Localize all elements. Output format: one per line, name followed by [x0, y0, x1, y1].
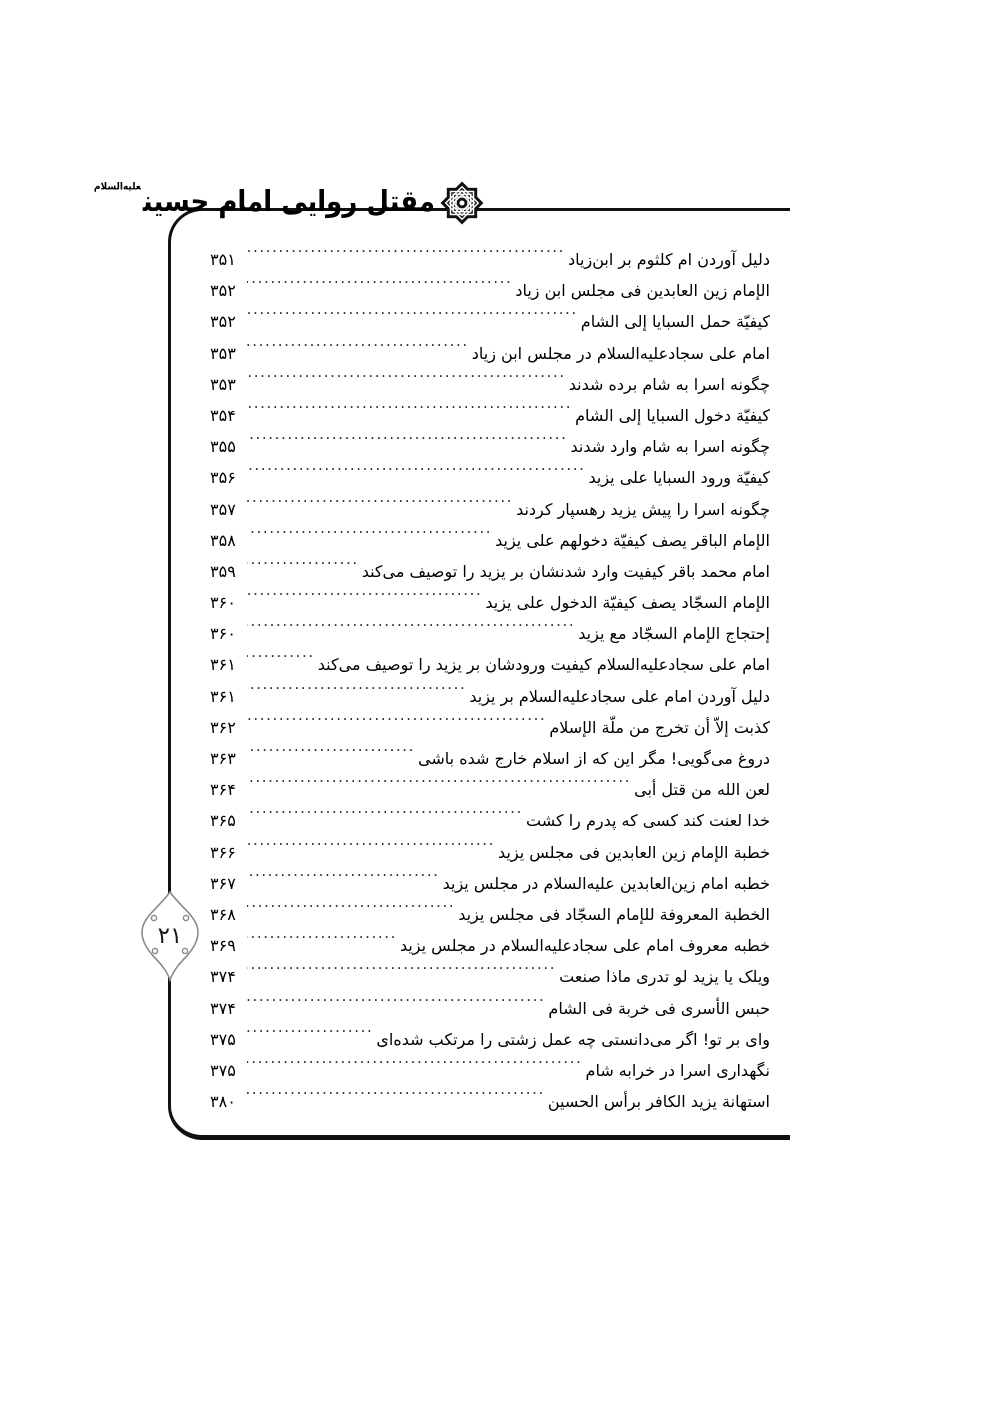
toc-dot-leader — [247, 312, 578, 328]
toc-entry-title: کیفیّة ورود السبایا علی یزید — [588, 468, 770, 488]
toc-entry[interactable] — [210, 774, 770, 805]
toc-entry-page-number: ۳۵۵ — [210, 437, 236, 457]
toc-entry[interactable] — [210, 400, 770, 431]
toc-dot-leader — [247, 749, 415, 765]
toc-entry-page-number: ۳۶۰ — [210, 593, 236, 613]
running-head-title — [93, 182, 435, 219]
toc-entry-page-number: ۳۸۰ — [210, 1092, 236, 1112]
toc-dot-leader — [247, 437, 568, 453]
toc-dot-leader — [247, 811, 523, 827]
toc-entry[interactable] — [210, 743, 770, 774]
toc-entry-page-number: ۳۵۲ — [210, 312, 236, 332]
toc-dot-leader — [247, 468, 585, 484]
toc-entry-page-number: ۳۷۵ — [210, 1060, 236, 1080]
toc-entry-page-number: ۳۵۶ — [210, 468, 236, 488]
toc-dot-leader — [247, 717, 546, 733]
toc-entry-title: حبس الأسری فی خربة فی الشام — [548, 998, 770, 1018]
toc-dot-leader — [247, 343, 469, 359]
toc-entry-page-number: ۳۵۴ — [210, 405, 236, 425]
toc-entry-title: الإمام الباقر یصف کیفیّة دخولهم علی یزید — [495, 530, 770, 550]
toc-dot-leader — [247, 842, 495, 858]
toc-entry[interactable] — [210, 306, 770, 337]
toc-entry[interactable] — [210, 930, 770, 961]
toc-dot-leader — [247, 281, 512, 297]
running-head-title-text: مقتل روایی امام حسین — [142, 185, 435, 219]
toc-entry[interactable] — [210, 369, 770, 400]
toc-dot-leader — [247, 904, 455, 920]
toc-entry[interactable] — [210, 587, 770, 618]
toc-entry[interactable] — [210, 649, 770, 680]
toc-dot-leader — [247, 624, 575, 640]
toc-entry[interactable] — [210, 1024, 770, 1055]
toc-entry-page-number: ۳۵۱ — [210, 250, 236, 269]
toc-dot-leader — [247, 655, 315, 671]
toc-entry-title: خطبه معروف امام علی سجادعلیه‌السلام در مجلس یزید — [399, 936, 770, 956]
toc-dot-leader — [247, 374, 566, 390]
toc-entry-page-number: ۳۵۷ — [210, 499, 236, 519]
toc-dot-leader — [247, 686, 466, 702]
toc-entry-title: امام محمد باقر کیفیت وارد شدنشان بر یزید را توصیف می‌کند — [361, 561, 770, 581]
toc-dot-leader — [247, 967, 556, 983]
toc-entry-page-number: ۳۵۸ — [210, 530, 236, 550]
running-head — [93, 176, 485, 228]
toc-entry-title: چگونه اسرا به شام وارد شدند — [570, 437, 770, 457]
toc-entry-page-number: ۳۷۵ — [210, 1029, 236, 1049]
toc-entry[interactable] — [210, 525, 770, 556]
toc-entry[interactable] — [210, 681, 770, 712]
toc-entry[interactable] — [210, 244, 770, 275]
toc-entry-page-number: ۳۶۱ — [210, 686, 236, 706]
folio-page-number: ۲۱ — [157, 923, 183, 949]
toc-entry-page-number: ۳۶۰ — [210, 624, 236, 644]
toc-entry-page-number: ۳۶۶ — [210, 842, 236, 862]
toc-dot-leader — [247, 780, 631, 796]
toc-dot-leader — [247, 561, 359, 577]
toc-entry[interactable] — [210, 431, 770, 462]
toc-entry-title: دلیل آوردن ام کلثوم بر ابن‌زیاد — [568, 250, 770, 269]
toc-entry-page-number: ۳۶۱ — [210, 655, 236, 675]
toc-entry-title: دروغ می‌گویی! مگر این که از اسلام خارج شده باشی — [418, 749, 770, 768]
toc-entry-title: کذبت إلاّ أن تخرج من ملّة الإسلام — [549, 717, 770, 737]
running-head-honorific: علیه‌السلام — [93, 182, 141, 194]
toc-dot-leader — [247, 873, 440, 889]
toc-entry-title: لعن الله من قتل أبی — [634, 780, 770, 800]
toc-entry[interactable] — [210, 618, 770, 649]
toc-dot-leader — [247, 1092, 545, 1108]
toc-entry[interactable] — [210, 556, 770, 587]
toc-entry-title: خطبة الإمام زین العابدین فی مجلس یزید — [498, 842, 770, 862]
toc-entry-title: نگهداری اسرا در خرابه شام — [585, 1060, 770, 1080]
toc-dot-leader — [247, 1029, 373, 1045]
toc-entry-title: الخطبة المعروفة للإمام السجّاد فی مجلس یزید — [458, 904, 770, 924]
toc-dot-leader — [247, 499, 513, 515]
toc-entry[interactable] — [210, 899, 770, 930]
toc-entry[interactable] — [210, 462, 770, 493]
toc-entry-title: استهانة یزید الکافر برأس الحسین — [547, 1092, 770, 1112]
toc-entry[interactable] — [210, 494, 770, 525]
toc-entry-page-number: ۳۶۲ — [210, 717, 236, 737]
toc-entry-page-number: ۳۶۴ — [210, 780, 236, 800]
toc-entry-page-number: ۳۷۴ — [210, 967, 236, 987]
toc-entry[interactable] — [210, 712, 770, 743]
toc-entry-page-number: ۳۶۹ — [210, 936, 236, 956]
toc-entry[interactable] — [210, 275, 770, 306]
toc-entry[interactable] — [210, 868, 770, 899]
toc-entry[interactable] — [210, 805, 770, 836]
toc-entry[interactable] — [210, 961, 770, 992]
toc-entry-page-number: ۳۶۸ — [210, 904, 236, 924]
toc-entry-title: وای بر تو! اگر می‌دانستی چه عمل زشتی را مرتکب شده‌ای — [376, 1029, 770, 1049]
toc-entry-title: الإمام زین العابدین فی مجلس ابن زیاد — [515, 281, 770, 301]
toc-entry-page-number: ۳۶۳ — [210, 749, 236, 768]
toc-entry[interactable] — [210, 338, 770, 369]
toc-entry-title: چگونه اسرا را پیش یزید رهسپار کردند — [516, 499, 770, 519]
toc-entry-title: چگونه اسرا به شام برده شدند — [568, 374, 770, 394]
toc-entry-page-number: ۳۶۵ — [210, 811, 236, 831]
toc-dot-leader — [247, 405, 572, 421]
toc-dot-leader — [247, 998, 545, 1014]
star-medallion-ornament-icon — [439, 180, 485, 226]
toc-dot-leader — [247, 250, 565, 266]
toc-entry-title: کیفیّة حمل السبایا إلی الشام — [580, 312, 770, 332]
toc-entry-page-number: ۳۵۳ — [210, 343, 236, 363]
toc-entry-title: کیفیّة دخول السبایا إلی الشام — [575, 405, 770, 425]
toc-dot-leader — [247, 936, 397, 952]
toc-entry[interactable] — [210, 1086, 770, 1117]
toc-entry[interactable] — [210, 837, 770, 868]
toc-entry-page-number: ۳۵۲ — [210, 281, 236, 301]
toc-entry-page-number: ۳۶۷ — [210, 873, 236, 893]
toc-entry-title: خطبه امام زین‌العابدین علیه‌السلام در مجلس یزید — [442, 873, 770, 893]
table-of-contents — [210, 244, 770, 1117]
toc-entry-title: ویلک یا یزید لو تدری ماذا صنعت — [559, 967, 770, 987]
toc-entry-page-number: ۳۷۴ — [210, 998, 236, 1018]
folio-cartouche — [133, 888, 207, 984]
toc-entry-title: إحتجاج الإمام السجّاد مع یزید — [578, 624, 770, 644]
toc-entry-title: امام علی سجادعلیه‌السلام کیفیت ورودشان بر یزید را توصیف می‌کند — [317, 655, 770, 675]
toc-dot-leader — [247, 530, 492, 546]
toc-entry-title: خدا لعنت کند کسی که پدرم را کشت — [526, 811, 770, 831]
toc-entry-title: دلیل آوردن امام علی سجادعلیه‌السلام بر یزید — [469, 686, 770, 706]
toc-dot-leader — [247, 1060, 583, 1076]
toc-entry[interactable] — [210, 993, 770, 1024]
toc-entry-title: الإمام السجّاد یصف کیفیّة الدخول علی یزید — [485, 593, 770, 613]
toc-entry-page-number: ۳۵۳ — [210, 374, 236, 394]
toc-entry[interactable] — [210, 1055, 770, 1086]
toc-entry-page-number: ۳۵۹ — [210, 561, 236, 581]
toc-entry-title: امام علی سجادعلیه‌السلام در مجلس ابن زیاد — [471, 343, 770, 363]
toc-dot-leader — [247, 593, 482, 609]
